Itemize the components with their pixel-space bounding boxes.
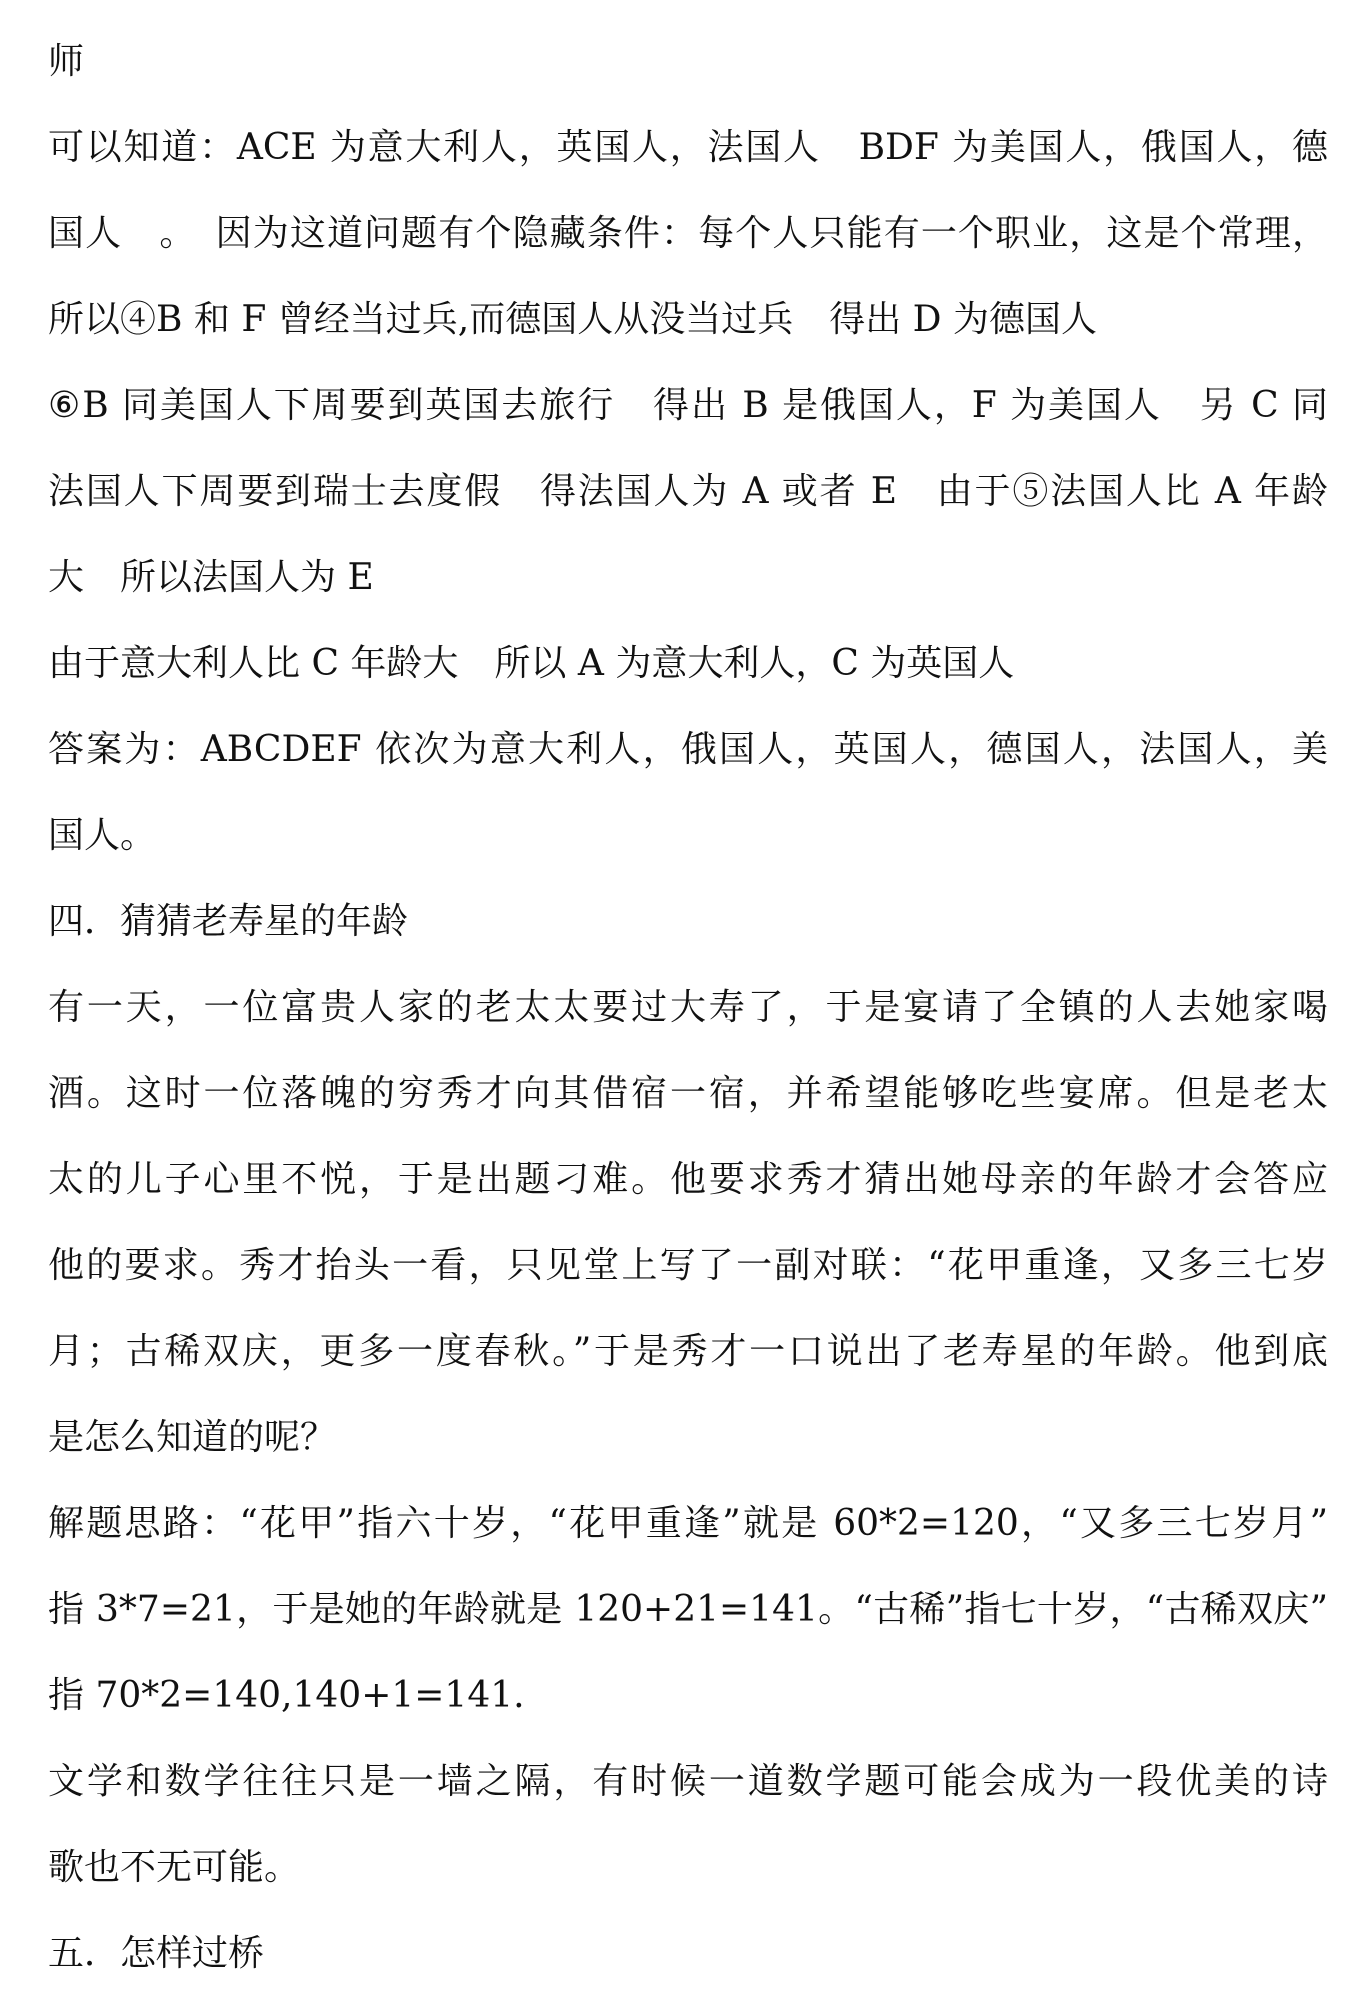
text-line: 解题思路：“花甲”指六十岁，“花甲重逢”就是 60*2=120，“又多三七岁月” (48, 1503, 1328, 1544)
text-line: 指 70*2=140,140+1=141. (48, 1675, 525, 1716)
text-line: 文学和数学往往只是一墙之隔，有时候一道数学题可能会成为一段优美的诗 (48, 1761, 1328, 1802)
document-page (48, 34, 1328, 2012)
section-heading: 五．怎样过桥 (48, 1933, 265, 1974)
text-line: 答案为：ABCDEF 依次为意大利人，俄国人，英国人，德国人，法国人，美 (48, 729, 1328, 770)
text-line: 师 (48, 41, 85, 82)
text-line: ⑥B 同美国人下周要到英国去旅行 得出 B 是俄国人，F 为美国人 另 C 同 (48, 385, 1328, 426)
text-line: 可以知道：ACE 为意大利人，英国人，法国人 BDF 为美国人，俄国人，德 (48, 127, 1328, 168)
text-line: 他的要求。秀才抬头一看，只见堂上写了一副对联：“花甲重逢，又多三七岁 (48, 1245, 1328, 1286)
text-line: 是怎么知道的呢？ (48, 1417, 337, 1458)
text-line: 歌也不无可能。 (48, 1847, 301, 1888)
text-line: 月；古稀双庆，更多一度春秋。”于是秀才一口说出了老寿星的年龄。他到底 (48, 1331, 1328, 1372)
text-line: 国人 。 因为这道问题有个隐藏条件：每个人只能有一个职业，这是个常理， (48, 213, 1328, 254)
text-line: 国人。 (48, 815, 157, 856)
text-line: 指 3*7=21，于是她的年龄就是 120+21=141。“古稀”指七十岁，“古稀双庆” (48, 1589, 1328, 1630)
text-line: 所以④B 和 F 曾经当过兵,而德国人从没当过兵 得出 D 为德国人 (48, 299, 1097, 340)
text-line: 有一天，一位富贵人家的老太太要过大寿了，于是宴请了全镇的人去她家喝 (48, 987, 1328, 1028)
text-line: 酒。这时一位落魄的穷秀才向其借宿一宿，并希望能够吃些宴席。但是老太 (48, 1073, 1328, 1114)
text-line: 由于意大利人比 C 年龄大 所以 A 为意大利人，C 为英国人 (48, 643, 1015, 684)
section-heading: 四．猜猜老寿星的年龄 (48, 901, 409, 942)
text-line: 法国人下周要到瑞士去度假 得法国人为 A 或者 E 由于⑤法国人比 A 年龄 (48, 471, 1328, 512)
text-line: 太的儿子心里不悦，于是出题刁难。他要求秀才猜出她母亲的年龄才会答应 (48, 1159, 1328, 1200)
text-line: 大 所以法国人为 E (48, 557, 374, 598)
